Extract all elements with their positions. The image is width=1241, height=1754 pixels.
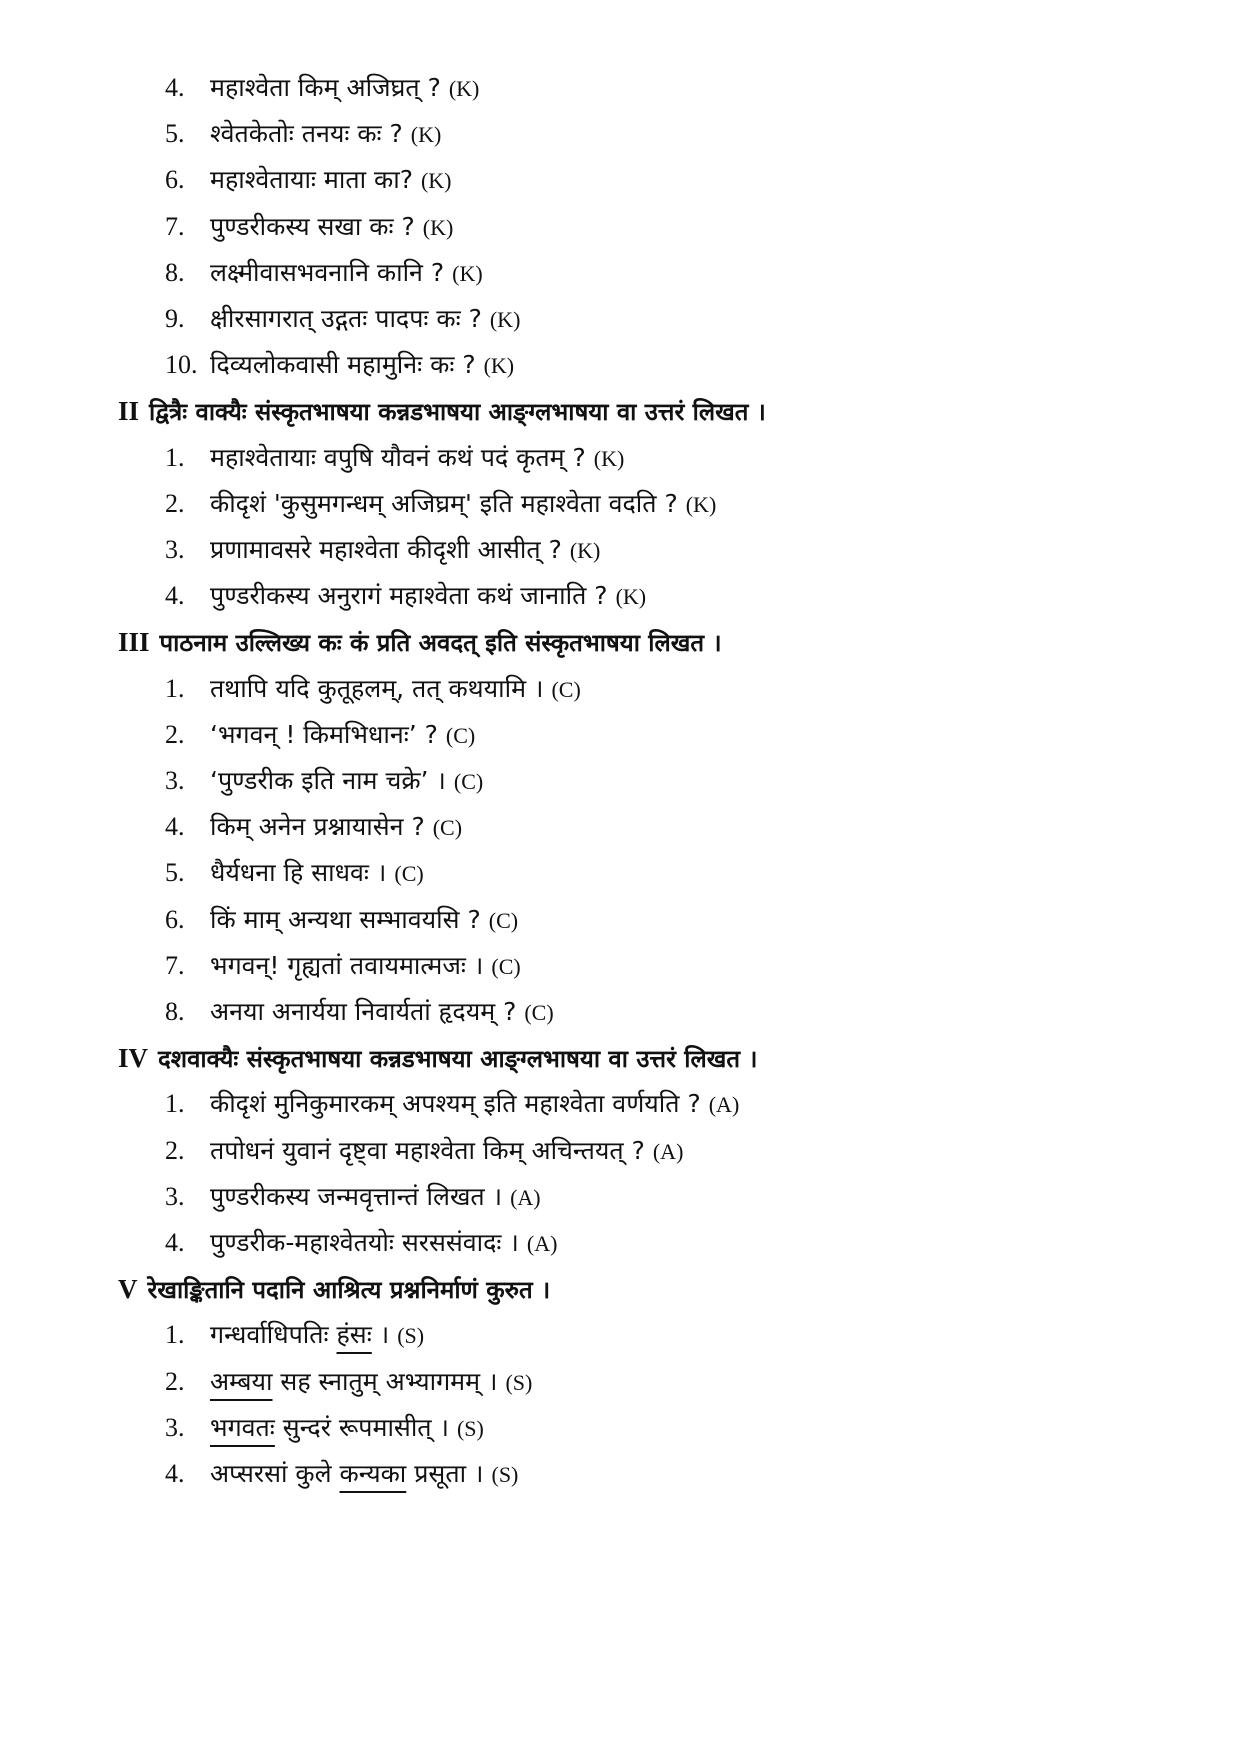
question-number: 9. <box>165 304 185 333</box>
question-item <box>165 995 554 1030</box>
question-type-tag: (C) <box>551 677 581 702</box>
question-text: लक्ष्मीवासभवनानि कानि ? <box>210 258 445 287</box>
question-text: प्रसूता । <box>406 1459 484 1488</box>
section-number: V <box>118 1274 138 1304</box>
question-text: सह स्नातुम् अभ्यागमम् । <box>272 1367 498 1396</box>
question-number: 1. <box>165 443 185 472</box>
question-type-tag: (K) <box>448 76 480 101</box>
question-number: 3. <box>165 766 185 795</box>
section-heading <box>118 625 722 660</box>
question-type-tag: (K) <box>483 353 515 378</box>
question-text: क्षीरसागरात् उद्गतः पादपः कः ? <box>210 304 482 333</box>
question-text: महाश्वेता किम् अजिघ्रत् ? <box>210 73 441 102</box>
question-item <box>165 903 518 938</box>
question-type-tag: (S) <box>491 1462 519 1487</box>
question-number: 3. <box>165 1182 185 1211</box>
question-item <box>165 163 452 198</box>
question-item <box>165 1365 532 1400</box>
question-type-tag: (C) <box>432 815 463 840</box>
section-number: II <box>118 396 140 426</box>
question-text: प्रणामावसरे महाश्वेता कीदृशी आसीत् ? <box>210 535 562 564</box>
question-item <box>165 256 483 291</box>
question-type-tag: (A) <box>652 1139 684 1164</box>
question-item <box>165 672 581 707</box>
question-number: 4. <box>165 73 185 102</box>
question-text: महाश्वेतायाः माता का? <box>210 165 413 194</box>
question-number: 2. <box>165 1136 185 1165</box>
question-type-tag: (A) <box>526 1231 558 1256</box>
underlined-word: हंसः <box>336 1320 372 1349</box>
question-type-tag: (C) <box>491 954 521 979</box>
question-text: किम् अनेन प्रश्नायासेन ? <box>210 812 425 841</box>
question-text: कीदृशं 'कुसुमगन्धम् अजिघ्रम्' इति महाश्वेता वदति ? <box>210 489 678 518</box>
question-item <box>165 1318 424 1353</box>
question-text: । <box>371 1320 390 1349</box>
section-instruction: पाठनाम उल्लिख्य कः कं प्रति अवदत् इति संस्कृतभाषया लिखत । <box>159 629 722 657</box>
question-item <box>165 441 624 476</box>
question-text: ‘पुण्डरीक इति नाम चक्रे’ । <box>210 766 446 795</box>
question-item <box>165 1411 484 1446</box>
question-type-tag: (K) <box>593 446 625 471</box>
question-item <box>165 117 441 152</box>
question-item <box>165 302 520 337</box>
question-text: श्वेतकेतोः तनयः कः ? <box>210 119 403 148</box>
question-number: 10. <box>165 350 198 379</box>
question-item <box>165 764 483 799</box>
question-text: धैर्यधना हि साधवः । <box>210 858 387 887</box>
question-type-tag: (S) <box>456 1416 484 1441</box>
question-number: 4. <box>165 1459 185 1488</box>
question-item <box>165 1457 518 1492</box>
question-number: 5. <box>165 858 185 887</box>
question-type-tag: (C) <box>394 861 424 886</box>
question-text: किं माम् अन्यथा सम्भावयसि ? <box>210 905 481 934</box>
question-text: अनया अनार्यया निवार्यतां हृदयम् ? <box>210 997 517 1026</box>
question-text: तपोधनं युवानं दृष्ट्वा महाश्वेता किम् अचिन्तयत् ? <box>210 1136 645 1165</box>
question-type-tag: (A) <box>708 1092 740 1117</box>
question-type-tag: (K) <box>615 584 647 609</box>
question-number: 4. <box>165 1228 185 1257</box>
question-type-tag: (C) <box>445 723 476 748</box>
question-number: 2. <box>165 1367 185 1396</box>
question-text: पुण्डरीक-महाश्वेतयोः सरससंवादः । <box>210 1228 519 1257</box>
section-heading <box>118 1272 550 1307</box>
section-number: IV <box>118 1043 149 1073</box>
question-number: 3. <box>165 1413 185 1442</box>
question-type-tag: (K) <box>452 261 483 286</box>
section-heading <box>118 1041 758 1076</box>
question-text: पुण्डरीकस्य जन्मवृत्तान्तं लिखत । <box>210 1182 503 1211</box>
section-instruction: द्वित्रैः वाक्यैः संस्कृतभाषया कन्नडभाषया आङ्ग्लभाषया वा उत्तरं लिखत । <box>149 398 766 426</box>
question-text: कीदृशं मुनिकुमारकम् अपश्यम् इति महाश्वेता वर्णयति ? <box>210 1089 701 1118</box>
question-item <box>165 856 424 891</box>
question-item <box>165 533 600 568</box>
question-number: 8. <box>165 997 185 1026</box>
question-type-tag: (C) <box>453 769 484 794</box>
question-text: अप्सरसां कुले <box>210 1459 340 1488</box>
question-text: दिव्यलोकवासी महामुनिः कः ? <box>210 350 476 379</box>
question-item <box>165 487 716 522</box>
question-number: 6. <box>165 905 185 934</box>
question-text: महाश्वेतायाः वपुषि यौवनं कथं पदं कृतम् ? <box>210 443 586 472</box>
question-item <box>165 1087 739 1122</box>
question-text: पुण्डरीकस्य सखा कः ? <box>210 212 415 241</box>
question-type-tag: (K) <box>685 492 717 517</box>
question-item <box>165 949 521 984</box>
question-type-tag: (C) <box>488 908 519 933</box>
question-item <box>165 718 475 753</box>
question-number: 2. <box>165 720 185 749</box>
question-number: 1. <box>165 1320 185 1349</box>
question-type-tag: (K) <box>420 168 452 193</box>
question-number: 6. <box>165 165 185 194</box>
question-item <box>165 1134 683 1169</box>
question-type-tag: (S) <box>397 1323 425 1348</box>
question-item <box>165 810 462 845</box>
question-type-tag: (S) <box>505 1370 533 1395</box>
question-number: 5. <box>165 119 185 148</box>
section-instruction: रेखाङ्कितानि पदानि आश्रित्य प्रश्ननिर्माणं कुरुत । <box>147 1276 551 1304</box>
question-type-tag: (A) <box>510 1185 541 1210</box>
question-text: तथापि यदि कुतूहलम्, तत् कथयामि । <box>210 674 544 703</box>
question-item <box>165 348 514 383</box>
question-item <box>165 210 453 245</box>
question-text: गन्धर्वाधिपतिः <box>210 1320 337 1349</box>
question-number: 7. <box>165 951 185 980</box>
section-instruction: दशवाक्यैः संस्कृतभाषया कन्नडभाषया आङ्ग्लभाषया वा उत्तरं लिखत । <box>158 1045 758 1073</box>
question-item <box>165 1180 541 1215</box>
underlined-word: अम्बया <box>210 1367 273 1396</box>
question-type-tag: (C) <box>524 1000 554 1025</box>
question-number: 1. <box>165 1089 185 1118</box>
question-number: 4. <box>165 812 185 841</box>
question-item <box>165 579 646 614</box>
question-number: 4. <box>165 581 185 610</box>
section-number: III <box>118 627 150 657</box>
question-number: 8. <box>165 258 185 287</box>
question-number: 1. <box>165 674 185 703</box>
question-type-tag: (K) <box>489 307 521 332</box>
question-item <box>165 71 479 106</box>
section-heading <box>118 394 766 429</box>
question-type-tag: (K) <box>569 538 601 563</box>
underlined-word: कन्यका <box>339 1459 407 1488</box>
question-number: 3. <box>165 535 185 564</box>
question-text: सुन्दरं रूपमासीत् । <box>274 1413 449 1442</box>
question-number: 7. <box>165 212 185 241</box>
question-type-tag: (K) <box>410 122 442 147</box>
question-item <box>165 1226 557 1261</box>
question-number: 2. <box>165 489 185 518</box>
question-text: भगवन्! गृह्यतां तवायमात्मजः । <box>210 951 484 980</box>
underlined-word: भगवतः <box>210 1413 275 1442</box>
question-type-tag: (K) <box>422 215 454 240</box>
question-text: ‘भगवन् ! किमभिधानः’ ? <box>210 720 438 749</box>
question-text: पुण्डरीकस्य अनुरागं महाश्वेता कथं जानाति ? <box>210 581 608 610</box>
